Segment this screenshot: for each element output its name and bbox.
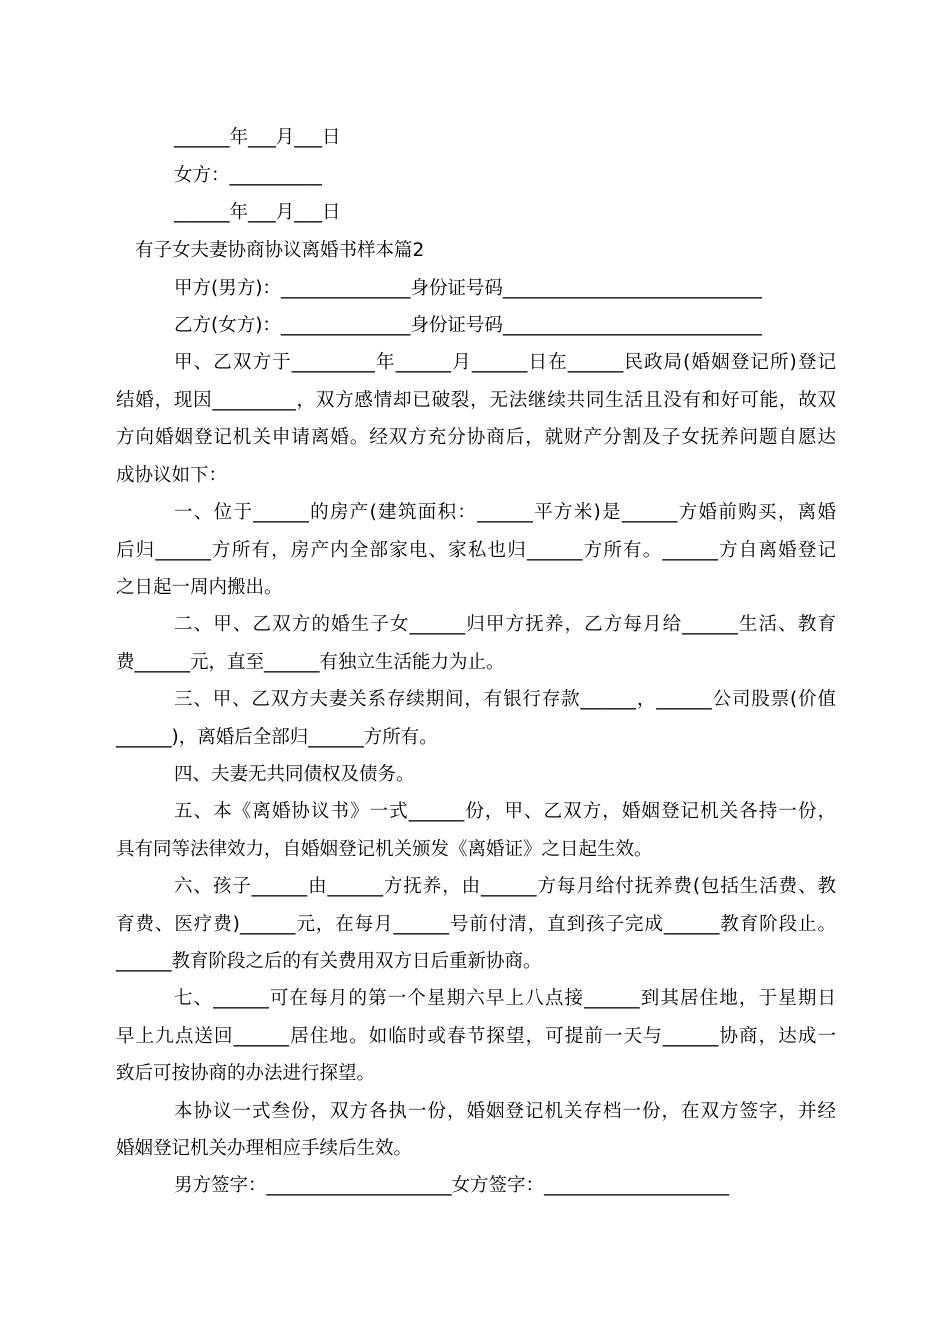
clause-7-line: 早上九点送回______居住地。如临时或春节探望，可提前一天与______协商，达成一 [116,1026,836,1047]
clause-1-line: 一、位于______的房产(建筑面积：______平方米)是______方婚前购买，离婚 [174,502,836,523]
paragraph-line: 成协议如下： [116,465,228,486]
clause-5-line: 具有同等法律效力，自婚姻登记机关颁发《离婚证》之日起生效。 [116,839,653,860]
clause-5-line: 五、本《离婚协议书》一式______份，甲、乙双方，婚姻登记机关各持一份， [174,801,836,822]
closing-line: 本协议一式叁份，双方各执一份，婚姻登记机关存档一份，在双方签字，并经 [174,1101,836,1122]
clause-2-line: 费______元，直至______有独立生活能力为止。 [116,652,505,673]
paragraph-line: 甲、乙双方于_________年______月______日在______民政局(婚姻登记所)登记 [174,352,836,373]
clause-7-line: 七、______可在每月的第一个星期六早上八点接______到其居住地，于星期日 [174,988,836,1009]
clause-6-line: 六、孩子______由______方抚养，由______方每月给付抚养费(包括生活费、教 [174,876,836,897]
clause-3-line: 三、甲、乙双方夫妻关系存续期间，有银行存款______，______公司股票(价值 [174,689,836,710]
party-b-line: 乙方(女方)：______________身份证号码____________________________ [174,315,762,336]
clause-3-line: ______)，离婚后全部归______方所有。 [116,727,438,748]
clause-1-line: 后归______方所有，房产内全部家电、家私也归______方所有。______方自离婚登记 [116,540,836,561]
paragraph-line: 结婚，现因_________，双方感情却已破裂，无法继续共同生活且没有和好可能，故双 [116,390,836,411]
female-party-line: 女方：__________ [174,165,323,186]
clause-6-line: 育费、医疗费)______元，在每月______号前付清，直到孩子完成______教育阶段止。 [116,914,836,935]
section-heading: 有子女夫妻协商协议离婚书样本篇2 [135,240,425,261]
signature-line: 男方签字：____________________女方签字：____________________ [174,1175,730,1196]
clause-7-line: 致后可按协商的办法进行探望。 [116,1063,376,1084]
clause-1-line: 之日起一周内搬出。 [116,577,283,598]
clause-4-line: 四、夫妻无共同债权及债务。 [174,764,415,785]
party-a-line: 甲方(男方)：______________身份证号码____________________________ [174,278,762,299]
date-line: ______年___月___日 [174,127,341,148]
clause-6-line: ______教育阶段之后的有关费用双方日后重新协商。 [116,951,542,972]
paragraph-line: 方向婚姻登记机关申请离婚。经双方充分协商后，就财产分割及子女抚养问题自愿达 [116,427,836,448]
date-line: ______年___月___日 [174,202,341,223]
clause-2-line: 二、甲、乙双方的婚生子女______归甲方抚养，乙方每月给______生活、教育 [174,614,836,635]
closing-line: 婚姻登记机关办理相应手续后生效。 [116,1138,413,1159]
